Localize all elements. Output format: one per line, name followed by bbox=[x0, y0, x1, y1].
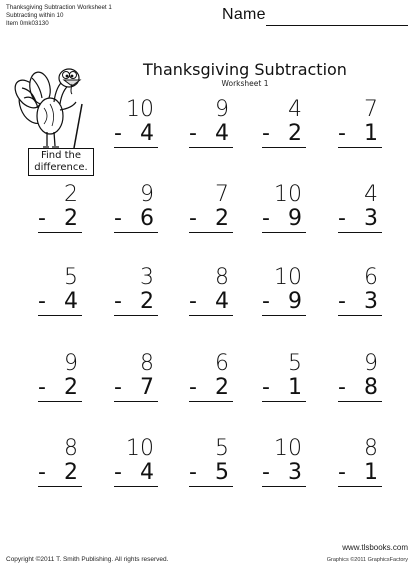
answer-line bbox=[114, 315, 158, 316]
minus-sign: - bbox=[38, 289, 46, 314]
answer-line bbox=[262, 232, 306, 233]
minus-sign: - bbox=[114, 121, 122, 146]
turkey-sign bbox=[28, 148, 94, 176]
answer-line bbox=[114, 486, 158, 487]
minus-sign: - bbox=[114, 375, 122, 400]
problem-bottom-number: 5 bbox=[215, 460, 229, 485]
problem-bottom-number: 9 bbox=[288, 206, 302, 231]
problem-bottom-number: 6 bbox=[140, 206, 154, 231]
problem-bottom-row bbox=[114, 122, 158, 146]
problem-bottom-number: 4 bbox=[64, 289, 78, 314]
problem bbox=[104, 97, 168, 146]
problem-bottom-row bbox=[38, 376, 82, 400]
answer-line bbox=[338, 486, 382, 487]
footer-url[interactable]: www.tlsbooks.com bbox=[342, 543, 408, 552]
problem bbox=[104, 351, 168, 400]
problem-bottom-number: 9 bbox=[288, 289, 302, 314]
problem-top-number: 10 bbox=[274, 182, 302, 207]
problem bbox=[28, 182, 92, 231]
minus-sign: - bbox=[262, 375, 270, 400]
problem bbox=[28, 265, 92, 314]
minus-sign: - bbox=[262, 206, 270, 231]
problem bbox=[328, 351, 392, 400]
problem bbox=[252, 97, 316, 146]
problem-bottom-row bbox=[262, 290, 306, 314]
problem-bottom-row bbox=[338, 122, 382, 146]
problem-bottom-number: 2 bbox=[64, 460, 78, 485]
problem-bottom-number: 3 bbox=[364, 206, 378, 231]
problem-top-number: 8 bbox=[64, 436, 78, 461]
problem bbox=[179, 351, 243, 400]
problem-bottom-row bbox=[262, 122, 306, 146]
problem-bottom-number: 2 bbox=[64, 206, 78, 231]
answer-line bbox=[38, 315, 82, 316]
problem-top-number: 6 bbox=[364, 265, 378, 290]
worksheet-header-title: Thanksgiving Subtraction Worksheet 1 bbox=[6, 4, 112, 11]
problem-top-number: 5 bbox=[288, 351, 302, 376]
problem-bottom-row bbox=[189, 376, 233, 400]
problem-top-number: 9 bbox=[64, 351, 78, 376]
problem-top-number: 3 bbox=[140, 265, 154, 290]
minus-sign: - bbox=[189, 289, 197, 314]
answer-line bbox=[338, 232, 382, 233]
answer-line bbox=[114, 401, 158, 402]
answer-line bbox=[338, 147, 382, 148]
problem-top-number: 2 bbox=[64, 182, 78, 207]
minus-sign: - bbox=[338, 289, 346, 314]
problem-bottom-number: 2 bbox=[64, 375, 78, 400]
problem bbox=[179, 265, 243, 314]
problem-top-number: 8 bbox=[364, 436, 378, 461]
answer-line bbox=[189, 232, 233, 233]
problem bbox=[179, 436, 243, 485]
page-title: Thanksgiving Subtraction bbox=[143, 60, 347, 79]
problem bbox=[328, 97, 392, 146]
problem-bottom-row bbox=[114, 376, 158, 400]
minus-sign: - bbox=[38, 460, 46, 485]
problem-bottom-row bbox=[189, 461, 233, 485]
answer-line bbox=[189, 401, 233, 402]
minus-sign: - bbox=[338, 460, 346, 485]
minus-sign: - bbox=[189, 121, 197, 146]
problem bbox=[179, 97, 243, 146]
problem-top-number: 8 bbox=[140, 351, 154, 376]
problem-bottom-row bbox=[114, 207, 158, 231]
problem-bottom-number: 2 bbox=[288, 121, 302, 146]
problem bbox=[104, 265, 168, 314]
turkey-sign-line2: difference. bbox=[34, 162, 88, 173]
problem-top-number: 4 bbox=[364, 182, 378, 207]
problem bbox=[252, 182, 316, 231]
problem-bottom-row bbox=[189, 290, 233, 314]
minus-sign: - bbox=[338, 206, 346, 231]
minus-sign: - bbox=[262, 460, 270, 485]
minus-sign: - bbox=[189, 375, 197, 400]
problem-bottom-row bbox=[189, 122, 233, 146]
problem-top-number: 5 bbox=[215, 436, 229, 461]
answer-line bbox=[338, 315, 382, 316]
problem-top-number: 10 bbox=[274, 265, 302, 290]
problem-bottom-number: 4 bbox=[215, 121, 229, 146]
problem-bottom-number: 1 bbox=[288, 375, 302, 400]
problem-top-number: 7 bbox=[364, 97, 378, 122]
problem bbox=[328, 436, 392, 485]
problem bbox=[104, 436, 168, 485]
problem bbox=[328, 265, 392, 314]
problem-bottom-row bbox=[114, 461, 158, 485]
problem bbox=[28, 351, 92, 400]
problem-bottom-number: 2 bbox=[140, 289, 154, 314]
answer-line bbox=[38, 486, 82, 487]
problem bbox=[28, 436, 92, 485]
problem-bottom-row bbox=[338, 290, 382, 314]
problem bbox=[328, 182, 392, 231]
answer-line bbox=[38, 401, 82, 402]
minus-sign: - bbox=[38, 206, 46, 231]
problem-top-number: 10 bbox=[274, 436, 302, 461]
problem-bottom-number: 1 bbox=[364, 460, 378, 485]
problem-bottom-number: 7 bbox=[140, 375, 154, 400]
answer-line bbox=[189, 147, 233, 148]
problem-bottom-row bbox=[38, 290, 82, 314]
name-line[interactable] bbox=[266, 25, 408, 26]
name-label: Name bbox=[222, 6, 266, 23]
problem-bottom-number: 1 bbox=[364, 121, 378, 146]
problem-bottom-number: 8 bbox=[364, 375, 378, 400]
answer-line bbox=[262, 486, 306, 487]
problem-bottom-number: 2 bbox=[215, 375, 229, 400]
footer-copyright: Copyright ©2011 T. Smith Publishing. All rights reserved. bbox=[6, 556, 169, 563]
problem-bottom-row bbox=[114, 290, 158, 314]
problem-bottom-row bbox=[38, 461, 82, 485]
problem-top-number: 9 bbox=[140, 182, 154, 207]
problem-bottom-row bbox=[262, 461, 306, 485]
problem-bottom-row bbox=[262, 376, 306, 400]
minus-sign: - bbox=[114, 289, 122, 314]
answer-line bbox=[189, 486, 233, 487]
problem-top-number: 6 bbox=[215, 351, 229, 376]
problem bbox=[252, 265, 316, 314]
page-subtitle: Worksheet 1 bbox=[221, 79, 269, 88]
minus-sign: - bbox=[38, 375, 46, 400]
problem-bottom-number: 4 bbox=[140, 121, 154, 146]
answer-line bbox=[38, 232, 82, 233]
minus-sign: - bbox=[262, 121, 270, 146]
problem-top-number: 8 bbox=[215, 265, 229, 290]
problem-top-number: 5 bbox=[64, 265, 78, 290]
problem-top-number: 9 bbox=[215, 97, 229, 122]
name-field[interactable] bbox=[222, 6, 408, 28]
answer-line bbox=[114, 147, 158, 148]
problem-bottom-row bbox=[338, 376, 382, 400]
minus-sign: - bbox=[189, 206, 197, 231]
answer-line bbox=[262, 315, 306, 316]
minus-sign: - bbox=[114, 460, 122, 485]
minus-sign: - bbox=[338, 121, 346, 146]
footer-credit: Graphics ©2011 GraphicsFactory bbox=[326, 557, 408, 563]
minus-sign: - bbox=[189, 460, 197, 485]
worksheet-header-subtitle: Subtracting within 10 bbox=[6, 12, 64, 19]
problem-bottom-number: 4 bbox=[140, 460, 154, 485]
problem-top-number: 10 bbox=[126, 97, 154, 122]
minus-sign: - bbox=[262, 289, 270, 314]
problem-bottom-number: 3 bbox=[288, 460, 302, 485]
answer-line bbox=[262, 401, 306, 402]
worksheet-item-code: Item 0mk03130 bbox=[6, 20, 49, 27]
minus-sign: - bbox=[338, 375, 346, 400]
problem-bottom-row bbox=[338, 207, 382, 231]
answer-line bbox=[262, 147, 306, 148]
problem-top-number: 4 bbox=[288, 97, 302, 122]
minus-sign: - bbox=[114, 206, 122, 231]
problem-top-number: 10 bbox=[126, 436, 154, 461]
problem-bottom-number: 4 bbox=[215, 289, 229, 314]
problem bbox=[179, 182, 243, 231]
problem-top-number: 9 bbox=[364, 351, 378, 376]
problem-top-number: 7 bbox=[215, 182, 229, 207]
problem-bottom-row bbox=[38, 207, 82, 231]
turkey-sign-line1: Find the bbox=[40, 150, 82, 161]
answer-line bbox=[189, 315, 233, 316]
problem-bottom-number: 2 bbox=[215, 206, 229, 231]
problem bbox=[104, 182, 168, 231]
problem bbox=[252, 351, 316, 400]
problem-bottom-row bbox=[189, 207, 233, 231]
header-info bbox=[6, 4, 112, 28]
answer-line bbox=[114, 232, 158, 233]
problem-bottom-number: 3 bbox=[364, 289, 378, 314]
answer-line bbox=[338, 401, 382, 402]
problem-bottom-row bbox=[338, 461, 382, 485]
problem-bottom-row bbox=[262, 207, 306, 231]
problem bbox=[252, 436, 316, 485]
